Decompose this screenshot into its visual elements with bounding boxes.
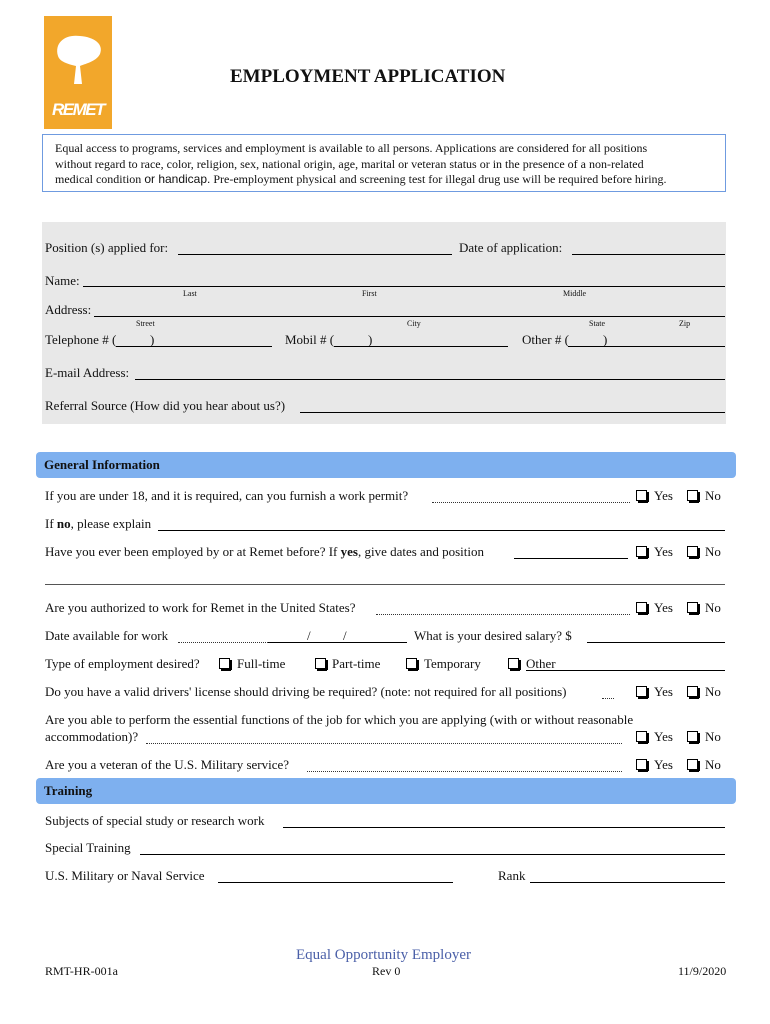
veteran-question: Are you a veteran of the U.S. Military service? <box>45 757 290 772</box>
employed-before-text: Have you ever been employed by or at Remet before? If <box>45 544 341 559</box>
other-type-field[interactable] <box>526 670 725 671</box>
essential-functions-yes-checkbox[interactable] <box>636 731 647 742</box>
military-service-label: U.S. Military or Naval Service <box>45 868 205 883</box>
date-of-application-label: Date of application: <box>459 240 563 255</box>
other-type-label: Other <box>526 656 556 671</box>
email-field[interactable] <box>135 379 725 380</box>
address-label: Address: <box>45 302 92 317</box>
essential-functions-question-cont: accommodation)? <box>45 729 139 744</box>
employed-before-field[interactable] <box>514 558 628 559</box>
yes-label: Yes <box>654 488 673 503</box>
other-phone-field[interactable] <box>568 346 725 347</box>
yes-label: Yes <box>654 757 673 772</box>
employed-before-details-field[interactable] <box>45 584 725 585</box>
notice-line-3 <box>55 172 713 188</box>
full-time-checkbox[interactable] <box>219 658 230 669</box>
general-information-title: General Information <box>44 457 160 472</box>
no-label: No <box>705 729 721 744</box>
work-permit-question: If you are under 18, and it is required, can you furnish a work permit? <box>45 488 409 503</box>
date-of-application-field[interactable] <box>572 254 725 255</box>
street-caption: Street <box>136 319 155 328</box>
yes-label: Yes <box>654 600 673 615</box>
logo-text: REMET <box>52 100 104 119</box>
state-caption: State <box>589 319 605 328</box>
telephone-label: Telephone # ( <box>45 332 117 347</box>
temporary-label: Temporary <box>424 656 481 671</box>
telephone-field[interactable] <box>116 346 272 347</box>
explain-rest: , please explain <box>70 516 152 531</box>
work-permit-leader <box>432 502 630 503</box>
logo-mark-icon <box>50 22 106 100</box>
no-label: No <box>705 684 721 699</box>
page-title: EMPLOYMENT APPLICATION <box>230 66 506 87</box>
position-field[interactable] <box>178 254 452 255</box>
no-label: No <box>705 544 721 559</box>
zip-caption: Zip <box>679 319 691 328</box>
temporary-checkbox[interactable] <box>406 658 417 669</box>
form-code: RMT-HR-001a <box>45 964 118 978</box>
explain-if: If <box>45 516 57 531</box>
date-slash-2: / <box>343 628 347 643</box>
authorized-yes-checkbox[interactable] <box>636 602 647 613</box>
military-service-field[interactable] <box>218 882 453 883</box>
notice-line-1: Equal access to programs, services and employment is available to all persons. Applications are considered for all positions <box>55 141 648 155</box>
rank-label: Rank <box>498 868 526 883</box>
essential-functions-question: Are you able to perform the essential functions of the job for which you are applying (with or without reasonable <box>45 712 634 727</box>
notice-text: medical condition <box>55 172 145 186</box>
employment-type-label: Type of employment desired? <box>45 656 200 671</box>
authorized-no-checkbox[interactable] <box>687 602 698 613</box>
desired-salary-label: What is your desired salary? $ <box>414 628 572 643</box>
mobil-field[interactable] <box>334 346 508 347</box>
authorized-question: Are you authorized to work for Remet in the United States? <box>45 600 356 615</box>
no-label: No <box>705 488 721 503</box>
date-available-leader <box>178 642 268 643</box>
employed-before-rest: , give dates and position <box>357 544 484 559</box>
name-label: Name: <box>45 273 80 288</box>
work-permit-yes-checkbox[interactable] <box>636 490 647 501</box>
employed-before-yes-checkbox[interactable] <box>636 546 647 557</box>
equal-access-notice <box>42 134 726 192</box>
yes-label: Yes <box>654 729 673 744</box>
name-field[interactable] <box>83 286 725 287</box>
training-header <box>36 778 736 804</box>
other-type-checkbox[interactable] <box>508 658 519 669</box>
yes-label: Yes <box>654 684 673 699</box>
essential-functions-leader <box>146 743 622 744</box>
date-available-field[interactable] <box>268 642 407 643</box>
drivers-license-question: Do you have a valid drivers' license should driving be required? (note: not required for all positions) <box>45 684 567 699</box>
yes-label: Yes <box>654 544 673 559</box>
position-label: Position (s) applied for: <box>45 240 169 255</box>
remet-logo <box>44 16 112 129</box>
email-label: E-mail Address: <box>45 365 130 380</box>
veteran-no-checkbox[interactable] <box>687 759 698 770</box>
form-date: 11/9/2020 <box>678 964 727 978</box>
date-available-label: Date available for work <box>45 628 169 643</box>
city-caption: City <box>407 319 421 328</box>
explain-label <box>45 516 151 532</box>
explain-field[interactable] <box>158 530 725 531</box>
authorized-leader <box>376 614 630 615</box>
general-information-header <box>36 452 736 478</box>
telephone-paren: ) <box>150 332 155 347</box>
special-study-field[interactable] <box>283 827 725 828</box>
first-name-caption: First <box>362 289 377 298</box>
desired-salary-field[interactable] <box>587 642 725 643</box>
no-label: No <box>705 600 721 615</box>
work-permit-no-checkbox[interactable] <box>687 490 698 501</box>
referral-label: Referral Source (How did you hear about us?) <box>45 398 286 413</box>
drivers-license-yes-checkbox[interactable] <box>636 686 647 697</box>
mobil-paren: ) <box>368 332 373 347</box>
address-field[interactable] <box>94 316 725 317</box>
special-training-label: Special Training <box>45 840 131 855</box>
referral-field[interactable] <box>300 412 725 413</box>
full-time-label: Full-time <box>237 656 286 671</box>
drivers-license-leader <box>602 698 614 699</box>
revision: Rev 0 <box>372 964 401 978</box>
notice-line-2: without regard to race, color, religion, sex, national origin, age, marital or veteran status or in the presence of a non-related <box>55 156 644 171</box>
equal-opportunity-employer: Equal Opportunity Employer <box>296 947 471 963</box>
employed-before-yes-word: yes <box>340 544 358 559</box>
no-label: No <box>705 757 721 772</box>
veteran-leader <box>307 771 622 772</box>
rank-field[interactable] <box>530 882 725 883</box>
notice-text-end: Pre-employment physical and screening test for illegal drug use will be required before hiring. <box>210 172 667 186</box>
date-slash-1: / <box>307 628 311 643</box>
middle-name-caption: Middle <box>563 289 587 298</box>
drivers-license-no-checkbox[interactable] <box>687 686 698 697</box>
notice-handicap-text: or handicap. <box>144 172 211 186</box>
special-training-field[interactable] <box>140 854 725 855</box>
veteran-yes-checkbox[interactable] <box>636 759 647 770</box>
training-title: Training <box>44 783 93 798</box>
last-name-caption: Last <box>183 289 197 298</box>
other-phone-label: Other # ( <box>522 332 569 347</box>
part-time-checkbox[interactable] <box>315 658 326 669</box>
explain-no: no <box>56 516 71 531</box>
employed-before-no-checkbox[interactable] <box>687 546 698 557</box>
other-phone-paren: ) <box>603 332 608 347</box>
mobil-label: Mobil # ( <box>285 332 335 347</box>
employed-before-question <box>45 544 484 560</box>
part-time-label: Part-time <box>332 656 381 671</box>
special-study-label: Subjects of special study or research work <box>45 813 265 828</box>
essential-functions-no-checkbox[interactable] <box>687 731 698 742</box>
